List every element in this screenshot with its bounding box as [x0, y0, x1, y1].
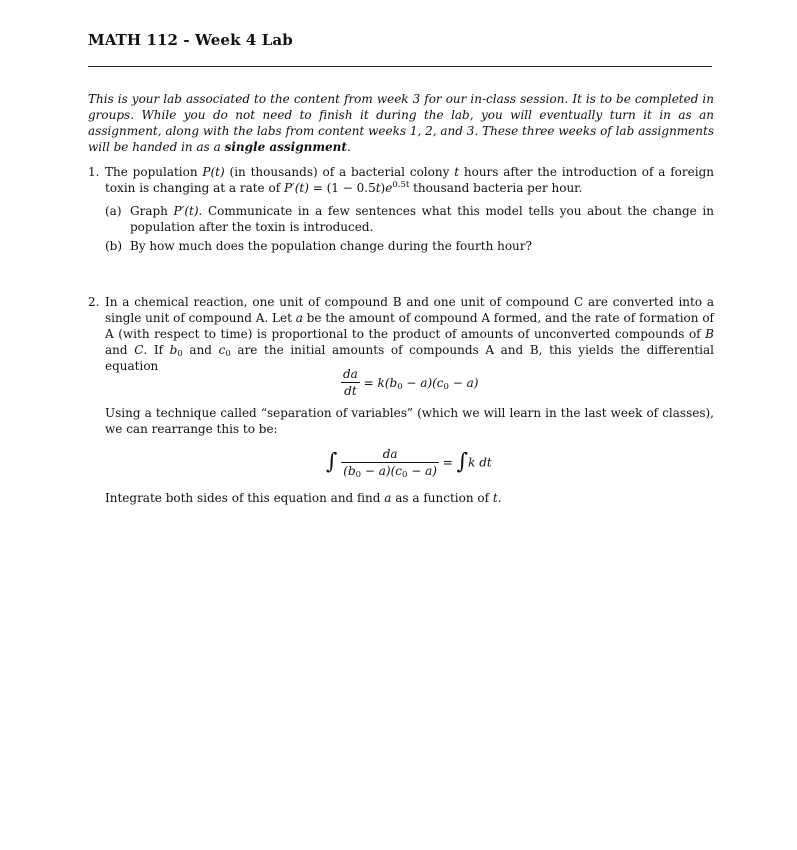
intro-bold: single assignment	[224, 140, 347, 154]
p2-var: b	[169, 343, 178, 357]
p2-text: and	[105, 343, 135, 357]
separation-text: Using a technique called “separation of variables” (which we will learn in the last week of classes), we can rearrange this to be:	[105, 406, 714, 436]
eq2-denominator	[341, 463, 439, 478]
p2-var: a	[295, 311, 303, 325]
p2-var: C	[134, 343, 144, 357]
problem-1b-text: By how much does the population change during the fourth hour?	[130, 239, 532, 253]
eq2-numerator: da	[341, 447, 439, 463]
problem-2-number: 2.	[88, 295, 100, 309]
intro-end: .	[346, 140, 351, 154]
p1-text: thousand bacteria per hour.	[409, 181, 583, 195]
p1-rate-e: e	[385, 181, 393, 195]
p1-var: t	[454, 165, 460, 179]
p2-text: . If	[143, 343, 170, 357]
p2-final-text: .	[497, 491, 502, 505]
p2-subscript: 0	[225, 349, 231, 359]
eq1-rhs	[360, 376, 479, 390]
eq1-fraction	[341, 367, 360, 398]
problem-2-statement	[105, 294, 714, 374]
eq2-term: − a)	[407, 464, 437, 478]
eq1-term: (b	[384, 375, 398, 390]
eq1-k: k	[377, 375, 385, 390]
problem-2-continued	[88, 405, 714, 437]
eq1-denominator: dt	[344, 384, 357, 398]
title-divider	[88, 66, 712, 67]
problem-1-statement	[105, 164, 714, 196]
problem-1b	[105, 238, 714, 254]
integral-equation	[326, 447, 492, 478]
p2-var: c	[218, 343, 226, 357]
eq2-rhs: k dt	[468, 455, 492, 470]
p1a-text: . Communicate in a few sentences what this model tells you about the change in population after the toxin is introduced.	[130, 204, 714, 234]
integral-sign: ∫	[456, 449, 469, 475]
p1-rate-exponent: 0.5t	[392, 180, 410, 190]
intro-paragraph	[88, 91, 714, 155]
p1-rate-lhs: P′(t)	[283, 181, 309, 195]
p2-text: be the amount of compound A formed, and the rate of formation of A (with respect to time) is proportional to the product of amounts of unconverted compounds of	[105, 311, 714, 341]
p2-text: and	[182, 343, 219, 357]
differential-equation	[341, 367, 478, 398]
eq2-sub: 0	[402, 470, 408, 480]
p2-final-var: t	[492, 491, 498, 505]
p2-text: are the initial amounts of compounds A and B, this yields the differential equation	[105, 343, 714, 373]
problem-1b-label: (b)	[105, 239, 123, 253]
problem-2-final	[88, 490, 714, 506]
problem-1a-label: (a)	[105, 204, 122, 218]
eq2-sub: 0	[355, 470, 362, 480]
p1-rate: = (1 − 0.5	[308, 181, 376, 195]
p1-text: hours after the introduction of a foreign toxin is changing at a rate of	[105, 165, 714, 195]
eq2-term: (b	[343, 464, 356, 478]
problem-1a	[105, 203, 714, 235]
eq1-sub: 0	[443, 381, 449, 392]
eq1-term: − a)	[448, 375, 479, 390]
p1-rate-var: t	[375, 181, 381, 195]
eq2-equals: =	[438, 455, 457, 470]
p1a-text: Graph	[130, 204, 174, 218]
intro-text: This is your lab associated to the content from week 3 for our in-class session. It is to be completed in groups. While you do not need to finish it during the lab, you will eventually turn it in as an assignment, along with the labs from content weeks 1, 2, and 3. These three weeks of lab assignments will be handed in as a	[88, 92, 714, 154]
p2-var: B	[705, 327, 714, 341]
final-instruction	[105, 490, 714, 506]
problem-1	[88, 164, 714, 254]
p1-text: The population	[105, 165, 203, 179]
p2-final-text: Integrate both sides of this equation and find	[105, 491, 385, 505]
integral-sign: ∫	[326, 449, 338, 475]
p1-text: (in thousands) of a bacterial colony	[224, 165, 455, 179]
p2-final-var: a	[384, 491, 392, 505]
p2-text: In a chemical reaction, one unit of compound B and one unit of compound C are converted into a single unit of compound A. Let	[105, 295, 714, 325]
eq1-equals: =	[359, 375, 378, 390]
p2-subscript: 0	[177, 349, 183, 359]
page-title: MATH 112 - Week 4 Lab	[88, 31, 293, 49]
eq1-numerator: da	[343, 367, 358, 381]
problem-1-number: 1.	[88, 165, 100, 179]
p2-final-text: as a function of	[391, 491, 493, 505]
problem-1a-text	[130, 203, 714, 235]
p1-rate: )	[380, 181, 386, 195]
p1a-func: P′(t)	[173, 204, 199, 218]
eq2-fraction	[341, 447, 439, 478]
problem-2	[88, 294, 714, 374]
eq2-term: − a)(c	[361, 464, 403, 478]
p1-func: P(t)	[202, 165, 225, 179]
eq1-sub: 0	[397, 381, 403, 392]
eq1-term: − a)(c	[402, 375, 444, 390]
